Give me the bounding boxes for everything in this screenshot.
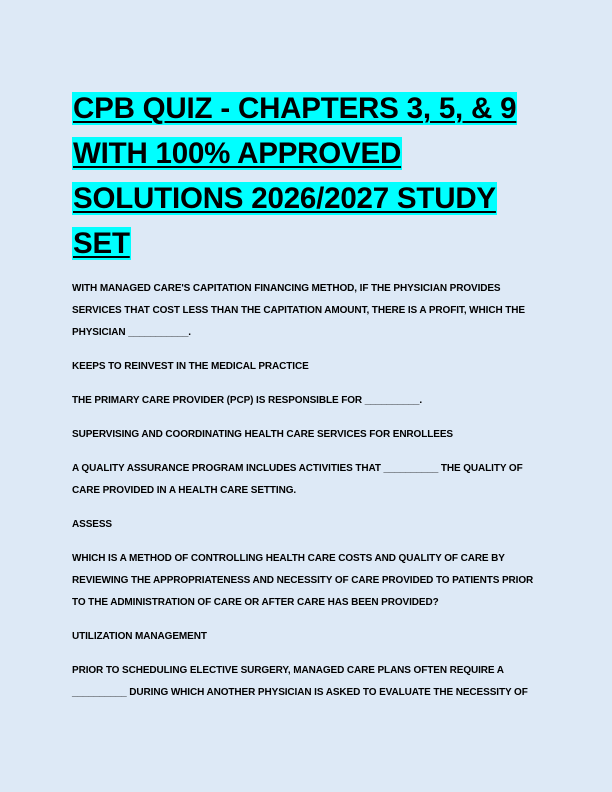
question-cost-control-method: WHICH IS A METHOD OF CONTROLLING HEALTH CARE COSTS AND QUALITY OF CARE BY REVIEWING THE APPROPRIATENESS AND NECESSITY OF CARE PROVIDED TO PATIENTS PRIOR TO THE ADMINISTRATION OF CARE OR AFTER CARE HAS BEEN PROVIDED? — [72, 553, 534, 608]
question-quality-assurance: A QUALITY ASSURANCE PROGRAM INCLUDES ACTIVITIES THAT __________ THE QUALITY OF CARE PROVIDED IN A HEALTH CARE SETTING. — [72, 463, 523, 496]
answer-capitation-profit: KEEPS TO REINVEST IN THE MEDICAL PRACTICE — [72, 361, 309, 372]
document-title — [72, 86, 540, 266]
document-title-text: CPB QUIZ - CHAPTERS 3, 5, & 9 WITH 100% APPROVED SOLUTIONS 2026/2027 STUDY SET — [73, 92, 517, 260]
answer-cost-control-method: UTILIZATION MANAGEMENT — [72, 631, 207, 642]
question-pcp-responsibility: THE PRIMARY CARE PROVIDER (PCP) IS RESPONSIBLE FOR __________. — [72, 395, 423, 406]
question-capitation-profit: WITH MANAGED CARE'S CAPITATION FINANCING METHOD, IF THE PHYSICIAN PROVIDES SERVICES THAT COST LESS THAN THE CAPITATION AMOUNT, THERE IS A PROFIT, WHICH THE PHYSICIAN ___________. — [72, 283, 525, 338]
answer-quality-assurance: ASSESS — [72, 519, 112, 530]
answer-pcp-responsibility: SUPERVISING AND COORDINATING HEALTH CARE SERVICES FOR ENROLLEES — [72, 429, 453, 440]
question-elective-surgery: PRIOR TO SCHEDULING ELECTIVE SURGERY, MANAGED CARE PLANS OFTEN REQUIRE A __________ DURING WHICH ANOTHER PHYSICIAN IS ASKED TO EVALUATE THE NECESSITY OF — [72, 665, 528, 698]
